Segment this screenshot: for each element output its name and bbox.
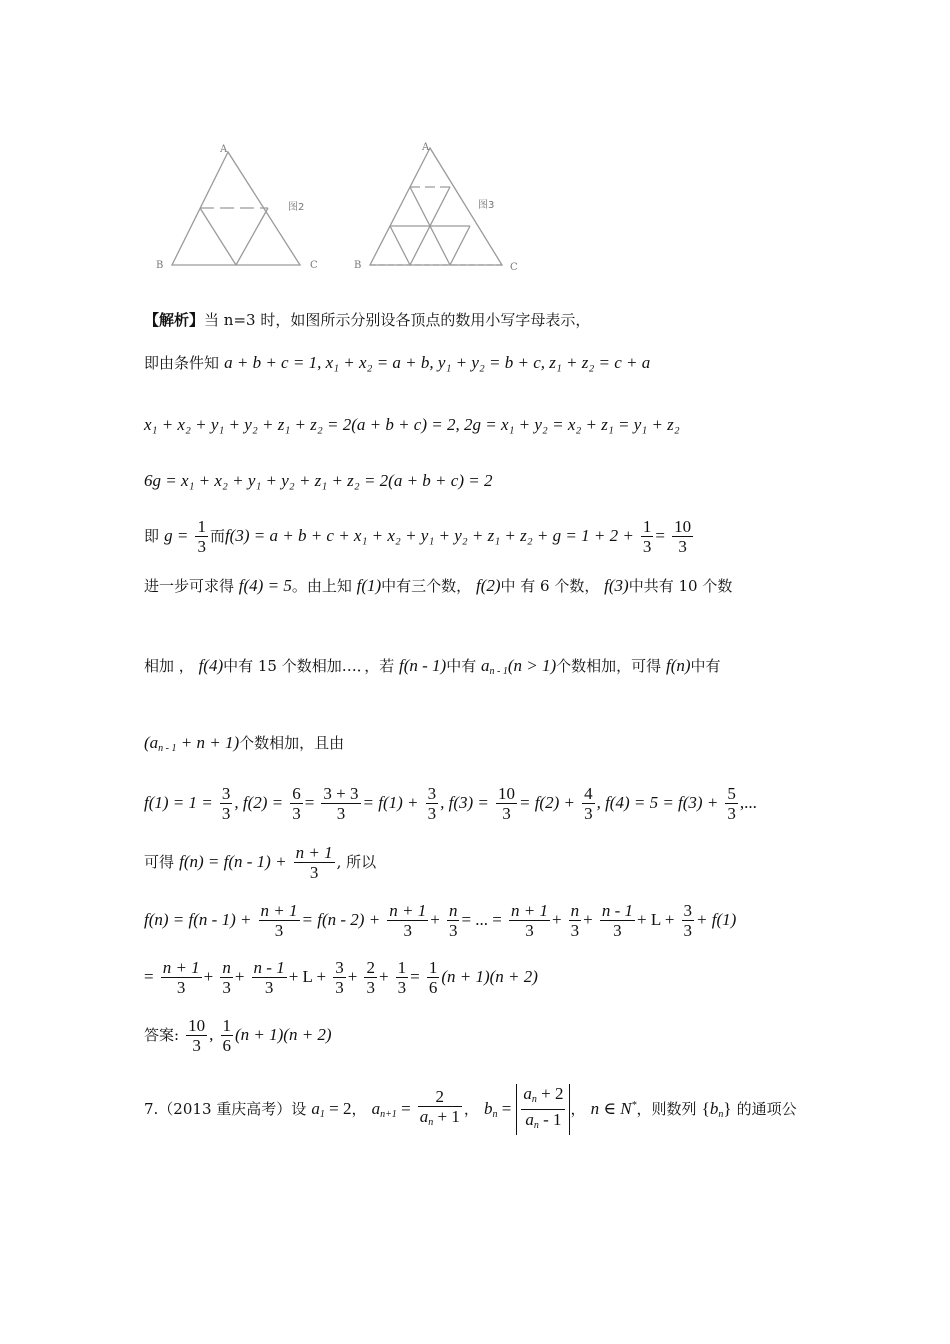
problem-7-lead: 7.（2013 重庆高考）设 — [144, 1100, 307, 1118]
vertex-a-label: A — [422, 142, 430, 153]
vertex-b-label: B — [156, 260, 164, 271]
equation-2: x₁ + x₂ + y₁ + y₂ + z₁ + z₂ = 2(a + b + c) = 2, 2g = x₁ + y₂ = x₂ + z₁ = y₁ + z₂ — [144, 415, 680, 434]
telescoping-line: f(n) = f(n - 1) + $\frac{n + 1}{3}$ = f(n - 2) + $\frac{n + 1}{3}$ + $\frac{n}{3}$ = ... = $\frac{n + 1}{3}$ + $\frac{n}{3}$ + $\frac{n - 1}{3}$ + L + $\frac{3}{3}$ + f(1) — [144, 901, 737, 940]
triangle-figure-2 — [150, 140, 330, 275]
solution-intro: 当 n=3 时，如图所示分别设各顶点的数用小写字母表示， — [204, 311, 591, 329]
equation-3: 6g = x₁ + x₂ + y₁ + y₂ + z₁ + z₂ = 2(a + b + c) = 2 — [144, 471, 493, 490]
vertex-b-label: B — [354, 260, 362, 271]
count-line-2: $(a_{n - 1} + n + 1)$个数相加，且由 — [144, 733, 345, 754]
further-line: 进一步可求得 f(4) = 5。由上知 f(1)中有三个数， f(2)中 有 6 个数， f(3)中共有 10 个数 — [144, 576, 733, 595]
g-value-line: 即 g = $\frac{1}{3}$ 而f(3) = a + b + c + x₁ + x₂ + y₁ + y₂ + z₁ + z₂ + g = 1 + 2 + $\frac{1}{3}$ = $\frac{10}{3}$ — [144, 517, 692, 556]
condition-line — [144, 352, 650, 374]
problem-7-line: 7.（2013 重庆高考）设 $a_1 = 2$， $a_{n+1}$ = $\frac{2}{a_n + 1}$ ， $b_n$ = $\frac{a_n + 2}{a_n - 1}$ ， n ∈ N*，则数列 $\{b_n\}$ 的通项公 — [144, 1084, 797, 1135]
line4-prefix: 即 — [144, 527, 160, 545]
solution-heading: 【解析】 — [144, 311, 205, 329]
vertex-c-label: C — [510, 262, 518, 273]
recurrence-line: 可得 f(n) = f(n - 1) + $\frac{n + 1}{3}$ , 所以 — [144, 843, 377, 882]
count-line: 相加 ， f(4)中有 15 个数相加…．，若 f(n - 1)中有 $a_{n - 1}(n > 1)$个数相加，可得 f(n)中有 — [144, 656, 721, 677]
triangle-figure-3 — [350, 140, 530, 275]
answer-line: 答案: $\frac{10}{3}$ , $\frac{1}{6}$ (n + 1)(n + 2) — [144, 1016, 332, 1055]
vertex-a-label: A — [220, 144, 228, 155]
sum-line: = $\frac{n + 1}{3}$ + $\frac{n}{3}$ + $\frac{n - 1}{3}$ + L + $\frac{3}{3}$ + $\frac{2}{3}$ + $\frac{1}{3}$ = $\frac{1}{6}$ (n + 1)(n + 2) — [144, 958, 538, 997]
fraction-one-third: $\frac{1}{3}$ — [197, 517, 206, 556]
figure-label: 图2 — [288, 202, 305, 213]
f3-equation: f(3) = a + b + c + x₁ + x₂ + y₁ + y₂ + z₁ + z₂ + g = 1 + 2 + — [224, 526, 634, 545]
vertex-c-label: C — [310, 260, 318, 271]
figure-label: 图3 — [478, 200, 495, 211]
condition-prefix: 即由条件知 — [144, 354, 220, 372]
solution-intro-line — [144, 310, 590, 330]
f-values-line: f(1) = 1 = $\frac{3}{3}$ , f(2) = $\frac{6}{3}$ = $\frac{3 + 3}{3}$ = f(1) + $\frac{3}{3}$ , f(3) = $\frac{10}{3}$ = f(2) + $\frac{4}{3}$ , f(4) = 5 = f(3) + $\frac{5}{3}$ ,... — [144, 784, 757, 823]
condition-equation: a + b + c = 1, x₁ + x₂ = a + b, y₁ + y₂ = b + c, z₁ + z₂ = c + a — [224, 353, 651, 372]
